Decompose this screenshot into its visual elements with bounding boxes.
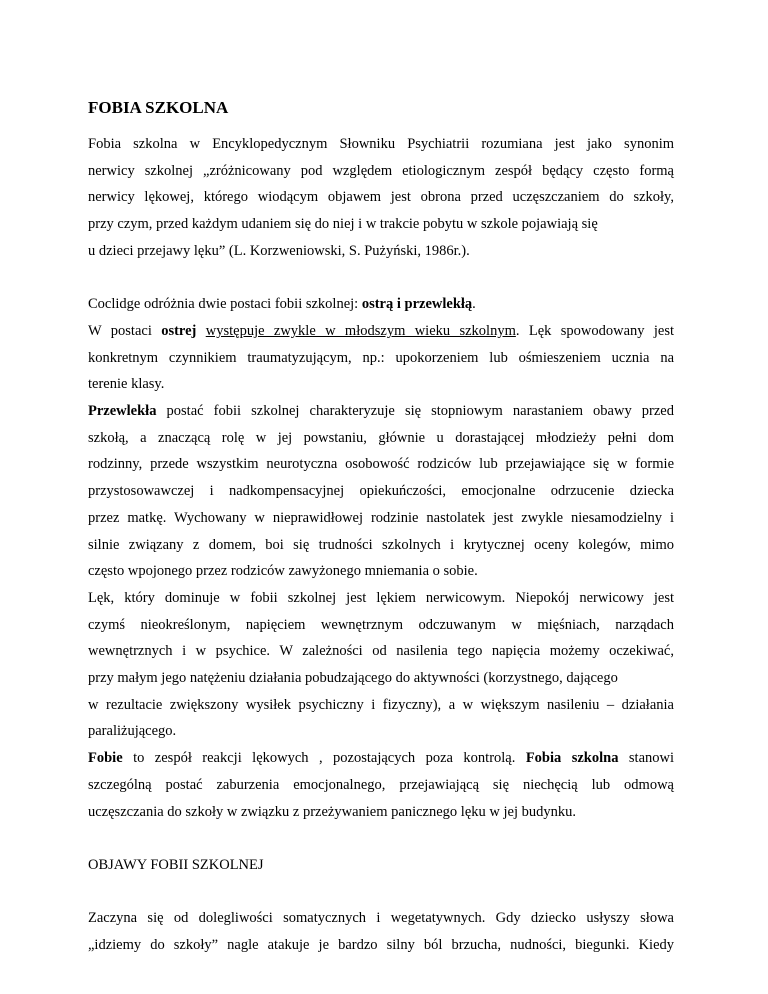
text-line [88, 745, 674, 772]
text-line: często wpojonego przez rodziców zawyżonego mniemania o sobie. [88, 563, 478, 580]
underlined-run: występuje zwykle w młodszym wieku szkolnym [205, 322, 516, 339]
bold-run: ostrą i przewlekłą [361, 296, 473, 313]
document-body [88, 96, 674, 959]
text-line: przy małym jego natężeniu działania pobudzającego do aktywności (korzystnego, dającego [88, 670, 618, 687]
text-line: „idziemy do szkoły” nagle atakuje je bardzo silny ból brzucha, nudności, biegunki. Kiedy [88, 937, 674, 954]
text-line: konkretnym czynnikiem traumatyzującym, np.: upokorzeniem lub ośmieszeniem ucznia na [88, 349, 674, 366]
paragraph-forms [88, 291, 674, 318]
text-line: czymś nieokreślonym, napięciem wewnętrznym odczuwanym w mięśniach, narządach [88, 616, 674, 633]
bold-run: Przewlekła [88, 403, 157, 420]
text-line: przy czym, przed każdym udaniem się do niej i w trakcie pobytu w szkole pojawiają się [88, 216, 598, 233]
text-line [88, 398, 674, 425]
text-line: przystosowawczej i nadkompensacyjnej opiekuńczości, emocjonalne odrzucenie dziecka [88, 483, 674, 500]
text-line: w rezultacie zwiększony wysiłek psychiczny i fizyczny), a w większym nasileniu – działania [88, 696, 674, 713]
text-line: uczęszczania do szkoły w związku z przeżywaniem panicznego lęku w jej budynku. [88, 803, 576, 820]
paragraph-gap [88, 265, 674, 292]
text-line: OBJAWY FOBII SZKOLNEJ [88, 856, 264, 873]
text-line: szczególną postać zaburzenia emocjonalnego, przejawiającą się niechęcią lub odmową [88, 776, 674, 793]
text-line: rodzinny, przede wszystkim neurotyczna osobowość rodziców lub przejawiające się w formie [88, 456, 674, 473]
text-line: nerwicy szkolnej „zróżnicowany pod względem etiologicznym zespół będący często formą [88, 162, 674, 179]
text-run: Coclidge odróżnia dwie postaci fobii szkolnej: [88, 296, 362, 313]
text-line [88, 291, 674, 318]
text-line: szkołą, a znaczącą rolę w jej powstaniu, głównie u dorastającej młodzieży pełni dom [88, 429, 674, 446]
text-line: Fobia szkolna w Encyklopedycznym Słowniku Psychiatrii rozumiana jest jako synonim [88, 136, 674, 152]
text-run: to zespół reakcji lękowych , pozostających poza kontrolą. [122, 750, 526, 767]
text-line: Lęk, który dominuje w fobii szkolnej jest lękiem nerwicowym. Niepokój nerwicowy jest [88, 589, 674, 606]
text-line: u dzieci przejawy lęku” (L. Korzweniowski, S. Pużyński, 1986r.). [88, 242, 470, 259]
text-line: silnie związany z domem, boi się trudności szkolnych i krytycznej oceny kolegów, mimo [88, 536, 674, 553]
paragraph-gap [88, 879, 674, 906]
text-run: . [472, 296, 476, 313]
paragraph-symptoms [88, 905, 674, 958]
bold-run: Fobia szkolna [525, 750, 619, 767]
text-run: . Lęk spowodowany jest [515, 322, 675, 339]
bold-run: Fobie [88, 750, 123, 767]
text-run: postać fobii szkolnej charakteryzuje się stopniowym narastaniem obawy przed [156, 403, 674, 420]
text-line [88, 318, 674, 345]
text-line: paraliżującego. [88, 723, 177, 740]
text-run: W postaci [88, 322, 162, 339]
paragraph-phobia-definition [88, 745, 674, 825]
paragraph-acute [88, 318, 674, 398]
document-title: FOBIA SZKOLNA [88, 98, 229, 117]
text-line: terenie klasy. [88, 376, 165, 393]
paragraph-definition [88, 131, 674, 265]
section-heading [88, 852, 674, 879]
paragraph-anxiety [88, 585, 674, 745]
text-run: stanowi [618, 750, 675, 767]
text-run [196, 323, 205, 339]
bold-run: ostrej [161, 322, 197, 339]
text-line: nerwicy lękowej, którego wiodącym objawem jest obrona przed uczęszczaniem do szkoły, [88, 189, 674, 206]
text-line: Zaczyna się od dolegliwości somatycznych i wegetatywnych. Gdy dziecko usłyszy słowa [88, 910, 674, 927]
paragraph-gap [88, 825, 674, 852]
text-line: przez matkę. Wychowany w nieprawidłowej rodzinie nastolatek jest zwykle niesamodzielny i [88, 509, 674, 526]
text-line: wewnętrznych i w psychice. W zależności od nasilenia tego napięcia możemy oczekiwać, [88, 643, 674, 660]
paragraph-chronic [88, 398, 674, 585]
